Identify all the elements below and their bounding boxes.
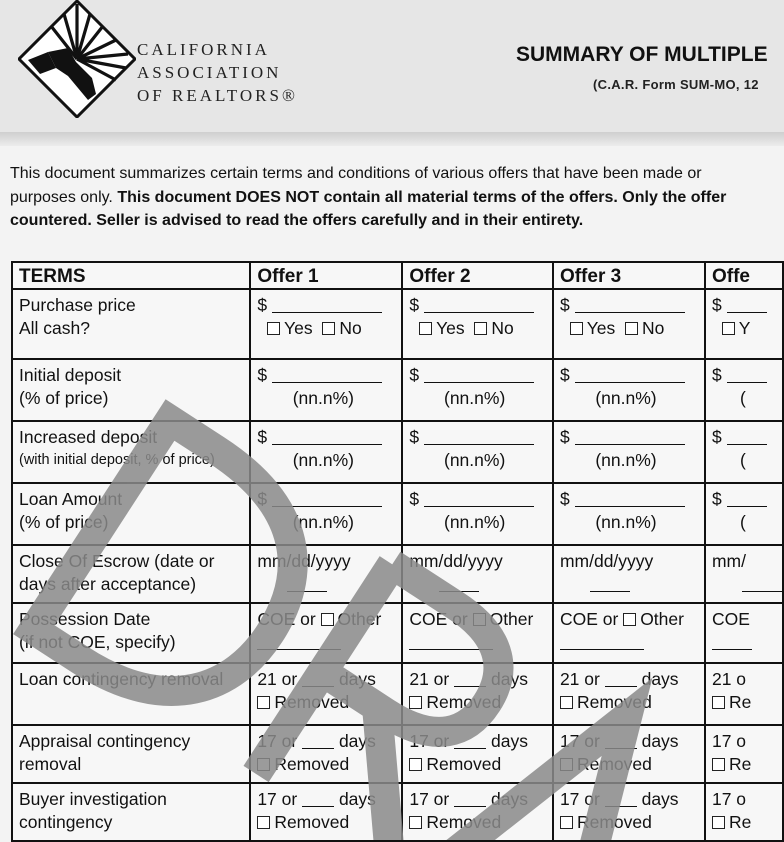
checkbox[interactable]	[257, 816, 270, 829]
fill-in-blank[interactable]	[605, 732, 637, 749]
days-prefix: 21 o	[711, 669, 747, 689]
intro-paragraph	[10, 162, 784, 233]
yes-label: Yes	[284, 318, 313, 338]
term-label-line: (% of price)	[19, 512, 109, 532]
fill-in-blank[interactable]	[727, 490, 767, 507]
offer-1-cell[interactable]	[250, 359, 402, 421]
intro-line2	[10, 186, 784, 210]
offer-3-cell[interactable]	[553, 783, 705, 841]
table-row	[12, 289, 783, 359]
days-prefix: 17 or	[257, 731, 298, 751]
dollar-sign: $	[559, 295, 570, 315]
days-label: days	[490, 789, 528, 809]
header-offer-2: Offer 2	[402, 262, 553, 289]
other-label: Other	[337, 609, 382, 629]
offer-2-cell[interactable]	[402, 663, 553, 725]
fill-in-blank[interactable]	[575, 490, 685, 507]
fill-in-blank[interactable]	[742, 575, 782, 592]
dollar-sign: $	[711, 365, 722, 385]
days-prefix: 21 or	[559, 669, 600, 689]
offer-3-cell[interactable]	[553, 359, 705, 421]
days-prefix: 21 or	[257, 669, 298, 689]
days-prefix: 17 or	[257, 789, 298, 809]
intro-line3	[10, 209, 784, 233]
term-label	[12, 663, 250, 725]
fill-in-blank[interactable]	[439, 575, 479, 592]
table-row	[12, 359, 783, 421]
offer-3-cell[interactable]	[553, 483, 705, 545]
removed-label: Removed	[576, 754, 652, 774]
checkbox[interactable]	[570, 322, 583, 335]
days-label: days	[490, 669, 528, 689]
offer-1-cell[interactable]	[250, 603, 402, 663]
org-name	[137, 38, 298, 107]
percent-placeholder: (	[739, 512, 746, 532]
offer-3-cell[interactable]	[553, 545, 705, 603]
removed-label: Removed	[576, 692, 652, 712]
dollar-sign: $	[257, 489, 268, 509]
offer-3-cell[interactable]	[553, 725, 705, 783]
offer-3-cell[interactable]	[553, 421, 705, 483]
offer-1-cell[interactable]	[250, 783, 402, 841]
checkbox[interactable]	[409, 816, 422, 829]
offer-2-cell[interactable]	[402, 603, 553, 663]
dollar-sign: $	[257, 295, 268, 315]
fill-in-blank[interactable]	[575, 296, 685, 313]
checkbox[interactable]	[560, 816, 573, 829]
offer-2-cell[interactable]	[402, 359, 553, 421]
fill-in-blank[interactable]	[575, 428, 685, 445]
offer-4-cell[interactable]	[705, 545, 783, 603]
fill-in-blank[interactable]	[560, 633, 644, 650]
term-label	[12, 725, 250, 783]
offer-1-cell[interactable]	[250, 725, 402, 783]
dollar-sign: $	[409, 295, 420, 315]
header-terms: TERMS	[12, 262, 250, 289]
term-label-line: (if not COE, specify)	[19, 632, 176, 652]
org-name-line3: OF REALTORS®	[137, 86, 298, 105]
fill-in-blank[interactable]	[454, 732, 486, 749]
table-row	[12, 483, 783, 545]
checkbox[interactable]	[473, 613, 486, 626]
percent-placeholder: (nn.n%)	[292, 512, 354, 532]
car-logo-icon	[18, 0, 136, 118]
offer-4-cell[interactable]	[705, 289, 783, 359]
term-label	[12, 421, 250, 483]
no-label: No	[641, 318, 665, 338]
offer-4-cell[interactable]	[705, 783, 783, 841]
fill-in-blank[interactable]	[727, 296, 767, 313]
document-title: SUMMARY OF MULTIPLE	[516, 43, 768, 66]
dollar-sign: $	[409, 365, 420, 385]
term-label-line: Appraisal contingency	[19, 731, 191, 751]
percent-placeholder: (nn.n%)	[444, 388, 506, 408]
offer-4-cell[interactable]	[705, 483, 783, 545]
intro-line2-plain: purposes only.	[10, 188, 118, 206]
document-subtitle: (C.A.R. Form SUM-MO, 12	[593, 77, 759, 92]
days-label: days	[338, 731, 376, 751]
offer-1-cell[interactable]	[250, 421, 402, 483]
other-label: Other	[489, 609, 534, 629]
term-label	[12, 603, 250, 663]
term-label	[12, 483, 250, 545]
table-row	[12, 783, 783, 841]
days-label: days	[338, 789, 376, 809]
org-name-line2: ASSOCIATION	[137, 63, 282, 82]
days-label: days	[490, 731, 528, 751]
percent-placeholder: (nn.n%)	[595, 450, 657, 470]
org-name-line1: CALIFORNIA	[137, 40, 270, 59]
date-placeholder: mm/dd/yyyy	[257, 551, 351, 571]
table-row	[12, 545, 783, 603]
fill-in-blank[interactable]	[605, 670, 637, 687]
checkbox[interactable]	[623, 613, 636, 626]
days-prefix: 17 or	[559, 789, 600, 809]
percent-placeholder: (nn.n%)	[595, 512, 657, 532]
fill-in-blank[interactable]	[424, 296, 534, 313]
term-label-line: Buyer investigation	[19, 789, 167, 809]
days-label: days	[641, 789, 679, 809]
checkbox[interactable]	[625, 322, 638, 335]
yes-label: Yes	[436, 318, 465, 338]
checkbox[interactable]	[257, 696, 270, 709]
term-label-line: days after acceptance)	[19, 574, 197, 594]
term-label-line: contingency	[19, 812, 113, 832]
offer-2-cell[interactable]	[402, 545, 553, 603]
fill-in-blank[interactable]	[272, 490, 382, 507]
fill-in-blank[interactable]	[727, 428, 767, 445]
checkbox[interactable]	[409, 696, 422, 709]
removed-label: Removed	[274, 812, 350, 832]
percent-placeholder: (nn.n%)	[292, 388, 354, 408]
checkbox[interactable]	[560, 758, 573, 771]
fill-in-blank[interactable]	[272, 366, 382, 383]
table-row	[12, 421, 783, 483]
term-label-line: (with initial deposit, % of price)	[19, 452, 215, 468]
fill-in-blank[interactable]	[409, 633, 493, 650]
table-header-row	[12, 262, 783, 289]
checkbox[interactable]	[257, 758, 270, 771]
fill-in-blank[interactable]	[454, 790, 486, 807]
days-prefix: 17 or	[409, 789, 450, 809]
checkbox[interactable]	[712, 816, 725, 829]
dollar-sign: $	[257, 427, 268, 447]
term-label	[12, 359, 250, 421]
term-label-line: Possession Date	[19, 609, 151, 629]
dollar-sign: $	[409, 489, 420, 509]
fill-in-blank[interactable]	[424, 490, 534, 507]
checkbox[interactable]	[419, 322, 432, 335]
offer-4-cell[interactable]	[705, 725, 783, 783]
percent-placeholder: (nn.n%)	[595, 388, 657, 408]
removed-label: Removed	[426, 812, 502, 832]
checkbox[interactable]	[722, 322, 735, 335]
term-label-line: Loan Amount	[19, 489, 123, 509]
fill-in-blank[interactable]	[590, 575, 630, 592]
intro-line3-bold: countered. Seller is advised to read the offers carefully and in their entirety.	[10, 212, 584, 229]
coe-label: COE or	[559, 609, 619, 629]
term-label-line: Loan contingency removal	[19, 669, 224, 689]
term-label-line: Initial deposit	[19, 365, 122, 385]
coe-label: COE or	[409, 609, 468, 629]
no-label: No	[339, 318, 362, 338]
offer-1-cell[interactable]	[250, 483, 402, 545]
percent-placeholder: (nn.n%)	[444, 512, 506, 532]
dollar-sign: $	[559, 427, 570, 447]
days-label: days	[338, 669, 376, 689]
fill-in-blank[interactable]	[272, 296, 382, 313]
term-label-line: Purchase price	[19, 295, 136, 315]
dollar-sign: $	[559, 489, 570, 509]
table-row	[12, 663, 783, 725]
checkbox[interactable]	[409, 758, 422, 771]
fill-in-blank[interactable]	[424, 366, 534, 383]
date-placeholder: mm/dd/yyyy	[409, 551, 503, 571]
term-label	[12, 545, 250, 603]
offer-2-cell[interactable]	[402, 289, 553, 359]
term-label	[12, 289, 250, 359]
checkbox[interactable]	[560, 696, 573, 709]
header-offer-3: Offer 3	[553, 262, 705, 289]
checkbox[interactable]	[712, 758, 725, 771]
days-prefix: 17 or	[409, 731, 450, 751]
fill-in-blank[interactable]	[302, 670, 334, 687]
table-row	[12, 725, 783, 783]
offer-2-cell[interactable]	[402, 783, 553, 841]
term-label-line: All cash?	[19, 318, 91, 338]
fill-in-blank[interactable]	[302, 790, 334, 807]
offer-3-cell[interactable]	[553, 603, 705, 663]
offer-3-cell[interactable]	[553, 289, 705, 359]
fill-in-blank[interactable]	[257, 633, 341, 650]
intro-line1: This document summarizes certain terms and conditions of various offers that have been made or	[10, 165, 702, 182]
checkbox[interactable]	[321, 613, 334, 626]
removed-label: Removed	[274, 754, 350, 774]
offer-1-cell[interactable]	[250, 289, 402, 359]
other-label: Other	[640, 609, 684, 629]
removed-label: Re	[728, 754, 752, 774]
table-row	[12, 603, 783, 663]
offer-2-cell[interactable]	[402, 483, 553, 545]
dollar-sign: $	[711, 295, 722, 315]
header-offer-4: Offe	[705, 262, 783, 289]
no-label: No	[491, 318, 514, 338]
dollar-sign: $	[559, 365, 570, 385]
term-label-line: Close Of Escrow (date or	[19, 551, 215, 571]
checkbox[interactable]	[322, 322, 335, 335]
removed-label: Removed	[426, 692, 502, 712]
fill-in-blank[interactable]	[424, 428, 534, 445]
coe-label: COE	[711, 609, 750, 629]
offer-4-cell[interactable]	[705, 421, 783, 483]
offers-table	[11, 261, 784, 842]
days-prefix: 17 o	[711, 789, 747, 809]
days-prefix: 17 o	[711, 731, 747, 751]
days-label: days	[641, 731, 679, 751]
fill-in-blank[interactable]	[727, 366, 767, 383]
percent-placeholder: (nn.n%)	[444, 450, 506, 470]
fill-in-blank[interactable]	[287, 575, 327, 592]
yes-label: Yes	[586, 318, 616, 338]
percent-placeholder: (	[739, 388, 746, 408]
offer-2-cell[interactable]	[402, 725, 553, 783]
fill-in-blank[interactable]	[712, 633, 752, 650]
checkbox[interactable]	[474, 322, 487, 335]
term-label-line: Increased deposit	[19, 427, 158, 447]
offer-4-cell[interactable]	[705, 359, 783, 421]
fill-in-blank[interactable]	[575, 366, 685, 383]
term-label-line: removal	[19, 754, 82, 774]
offer-2-cell[interactable]	[402, 421, 553, 483]
dollar-sign: $	[711, 427, 722, 447]
fill-in-blank[interactable]	[454, 670, 486, 687]
dollar-sign: $	[257, 365, 268, 385]
fill-in-blank[interactable]	[605, 790, 637, 807]
date-placeholder: mm/	[711, 551, 747, 571]
removed-label: Removed	[576, 812, 652, 832]
offer-4-cell[interactable]	[705, 603, 783, 663]
offer-3-cell[interactable]	[553, 663, 705, 725]
checkbox[interactable]	[267, 322, 280, 335]
removed-label: Removed	[426, 754, 502, 774]
removed-label: Removed	[274, 692, 350, 712]
removed-label: Re	[728, 692, 752, 712]
term-label-line: (% of price)	[19, 388, 109, 408]
fill-in-blank[interactable]	[272, 428, 382, 445]
dollar-sign: $	[711, 489, 722, 509]
checkbox[interactable]	[712, 696, 725, 709]
coe-label: COE or	[257, 609, 316, 629]
days-prefix: 17 or	[559, 731, 600, 751]
intro-line2-bold: This document DOES NOT contain all material terms of the offers. Only the offer	[117, 188, 727, 206]
offer-4-cell[interactable]	[705, 663, 783, 725]
days-prefix: 21 or	[409, 669, 450, 689]
percent-placeholder: (nn.n%)	[292, 450, 354, 470]
offer-1-cell[interactable]	[250, 545, 402, 603]
offer-1-cell[interactable]	[250, 663, 402, 725]
yes-label: Y	[738, 318, 751, 338]
percent-placeholder: (	[739, 450, 746, 470]
header-offer-1: Offer 1	[250, 262, 402, 289]
fill-in-blank[interactable]	[302, 732, 334, 749]
form-header	[0, 0, 784, 138]
header-divider	[0, 132, 784, 146]
term-label	[12, 783, 250, 841]
days-label: days	[641, 669, 679, 689]
date-placeholder: mm/dd/yyyy	[559, 551, 654, 571]
removed-label: Re	[728, 812, 752, 832]
dollar-sign: $	[409, 427, 420, 447]
